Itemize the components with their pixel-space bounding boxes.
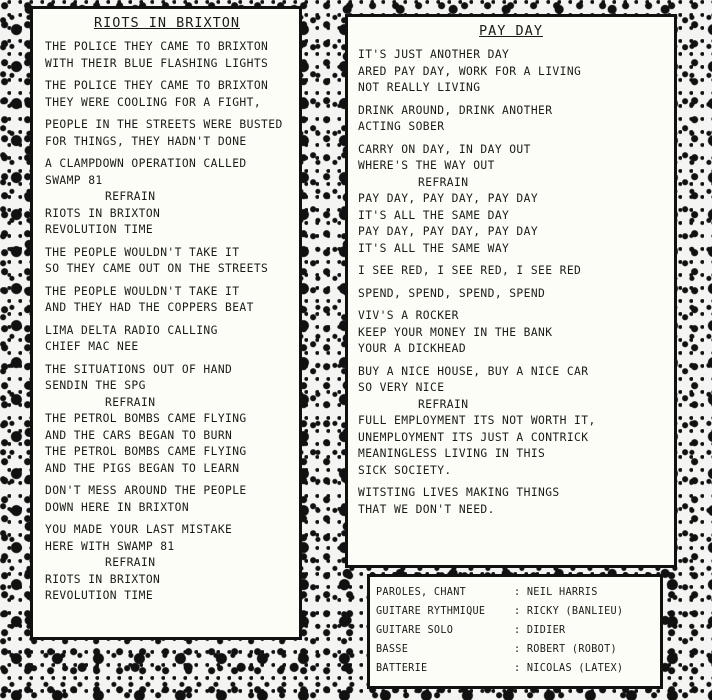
lyric-line: LIMA DELTA RADIO CALLING [45, 323, 218, 337]
lyric-line: AND THE CARS BEGAN TO BURN [45, 428, 233, 442]
lyric-line: ARED PAY DAY, WORK FOR A LIVING [358, 64, 582, 78]
lyric-line: YOUR A DICKHEAD [358, 342, 467, 355]
lyric-line: SO VERY NICE [358, 381, 445, 394]
band-credits-panel [367, 574, 663, 689]
refrain-label: REFRAIN [418, 175, 469, 189]
lyric-line: THEY WERE COOLING FOR A FIGHT, [45, 95, 262, 109]
lyric-line: WITSTING LIVES MAKING THINGS [358, 486, 560, 499]
lyric-line: THE PETROL BOMBS CAME FLYING [45, 445, 247, 458]
lyric-line: YOU MADE YOUR LAST MISTAKE [45, 523, 233, 536]
lyric-line: WITH THEIR BLUE FLASHING LIGHTS [45, 56, 269, 70]
lyrics-panel-riots-in-brixton [30, 6, 302, 640]
lyric-line: THAT WE DON'T NEED. [358, 502, 495, 516]
lyric-line: SWAMP 81 [45, 173, 103, 187]
credit-role: PAROLES, CHANT [376, 587, 467, 598]
lyric-line: FULL EMPLOYMENT ITS NOT WORTH IT, [358, 414, 596, 427]
lyric-line: ACTING SOBER [358, 120, 445, 133]
credit-name: : DIDIER [514, 625, 566, 636]
lyric-line: NOT REALLY LIVING [358, 81, 481, 94]
credit-row [376, 621, 652, 640]
credit-row [376, 640, 652, 659]
lyric-line: IT'S ALL THE SAME WAY [358, 241, 510, 255]
credit-name: : NEIL HARRIS [514, 587, 598, 598]
lyric-line: AND THEY HAD THE COPPERS BEAT [45, 301, 254, 314]
lyric-line: PAY DAY, PAY DAY, PAY DAY [358, 225, 539, 238]
lyric-line: REVOLUTION TIME [45, 223, 154, 236]
song-title: PAY DAY [479, 23, 543, 39]
credit-name: : NICOLAS (LATEX) [514, 663, 624, 674]
lyric-line: KEEP YOUR MONEY IN THE BANK [358, 325, 553, 339]
lyric-line: DOWN HERE IN BRIXTON [45, 500, 190, 514]
refrain-label: REFRAIN [418, 397, 469, 411]
lyric-line: REVOLUTION TIME [45, 589, 154, 602]
credit-row [376, 602, 652, 621]
credit-role: GUITARE RYTHMIQUE [376, 606, 486, 617]
lyric-line: DON'T MESS AROUND THE PEOPLE [45, 484, 247, 497]
lyric-line: PAY DAY, PAY DAY, PAY DAY [358, 192, 539, 205]
lyric-line: IT'S ALL THE SAME DAY [358, 208, 510, 222]
lyric-line: THE POLICE THEY CAME TO BRIXTON [45, 40, 269, 53]
lyric-line: BUY A NICE HOUSE, BUY A NICE CAR [358, 364, 589, 378]
lyric-line: THE POLICE THEY CAME TO BRIXTON [45, 79, 269, 92]
lyric-line: MEANINGLESS LIVING IN THIS [358, 447, 546, 460]
lyric-line: AND THE PIGS BEGAN TO LEARN [45, 461, 240, 475]
lyric-line: UNEMPLOYMENT ITS JUST A CONTRICK [358, 430, 589, 444]
lyric-line: CHIEF MAC NEE [45, 340, 139, 353]
lyric-line: THE PEOPLE WOULDN'T TAKE IT [45, 284, 240, 298]
lyric-line: WHERE'S THE WAY OUT [358, 159, 495, 172]
lyric-line: SPEND, SPEND, SPEND, SPEND [358, 286, 546, 300]
lyric-line: SO THEY CAME OUT ON THE STREETS [45, 262, 269, 275]
song-title: RIOTS IN BRIXTON [93, 15, 241, 31]
credit-row [376, 659, 652, 678]
credit-role: BASSE [376, 644, 409, 655]
refrain-label: REFRAIN [105, 395, 156, 409]
lyric-line: RIOTS IN BRIXTON [45, 206, 161, 220]
lyric-line: HERE WITH SWAMP 81 [45, 539, 175, 553]
lyric-line: SENDIN THE SPG [45, 379, 146, 392]
lyrics-panel-pay-day [345, 14, 677, 568]
lyric-line: DRINK AROUND, DRINK ANOTHER [358, 103, 553, 117]
lyric-line: VIV'S A ROCKER [358, 309, 459, 322]
lyric-line: A CLAMPDOWN OPERATION CALLED [45, 157, 247, 170]
lyric-line: SICK SOCIETY. [358, 463, 452, 477]
refrain-label: REFRAIN [105, 556, 156, 569]
lyric-line: THE SITUATIONS OUT OF HAND [45, 362, 233, 376]
credit-role: GUITARE SOLO [376, 625, 454, 636]
lyric-line: I SEE RED, I SEE RED, I SEE RED [358, 264, 582, 277]
lyric-line: RIOTS IN BRIXTON [45, 572, 161, 586]
lyric-line: THE PEOPLE WOULDN'T TAKE IT [45, 245, 240, 259]
lyric-line: CARRY ON DAY, IN DAY OUT [358, 142, 531, 156]
credit-name: : ROBERT (ROBOT) [514, 644, 617, 655]
credit-role: BATTERIE [376, 663, 428, 674]
lyric-line: IT'S JUST ANOTHER DAY [358, 48, 510, 61]
refrain-label: REFRAIN [105, 190, 156, 203]
lyric-line: PEOPLE IN THE STREETS WERE BUSTED [45, 118, 283, 131]
lyric-line: THE PETROL BOMBS CAME FLYING [45, 412, 247, 425]
credit-row [376, 583, 652, 602]
credit-name: : RICKY (BANLIEU) [514, 606, 624, 617]
lyric-line: FOR THINGS, THEY HADN'T DONE [45, 134, 247, 148]
